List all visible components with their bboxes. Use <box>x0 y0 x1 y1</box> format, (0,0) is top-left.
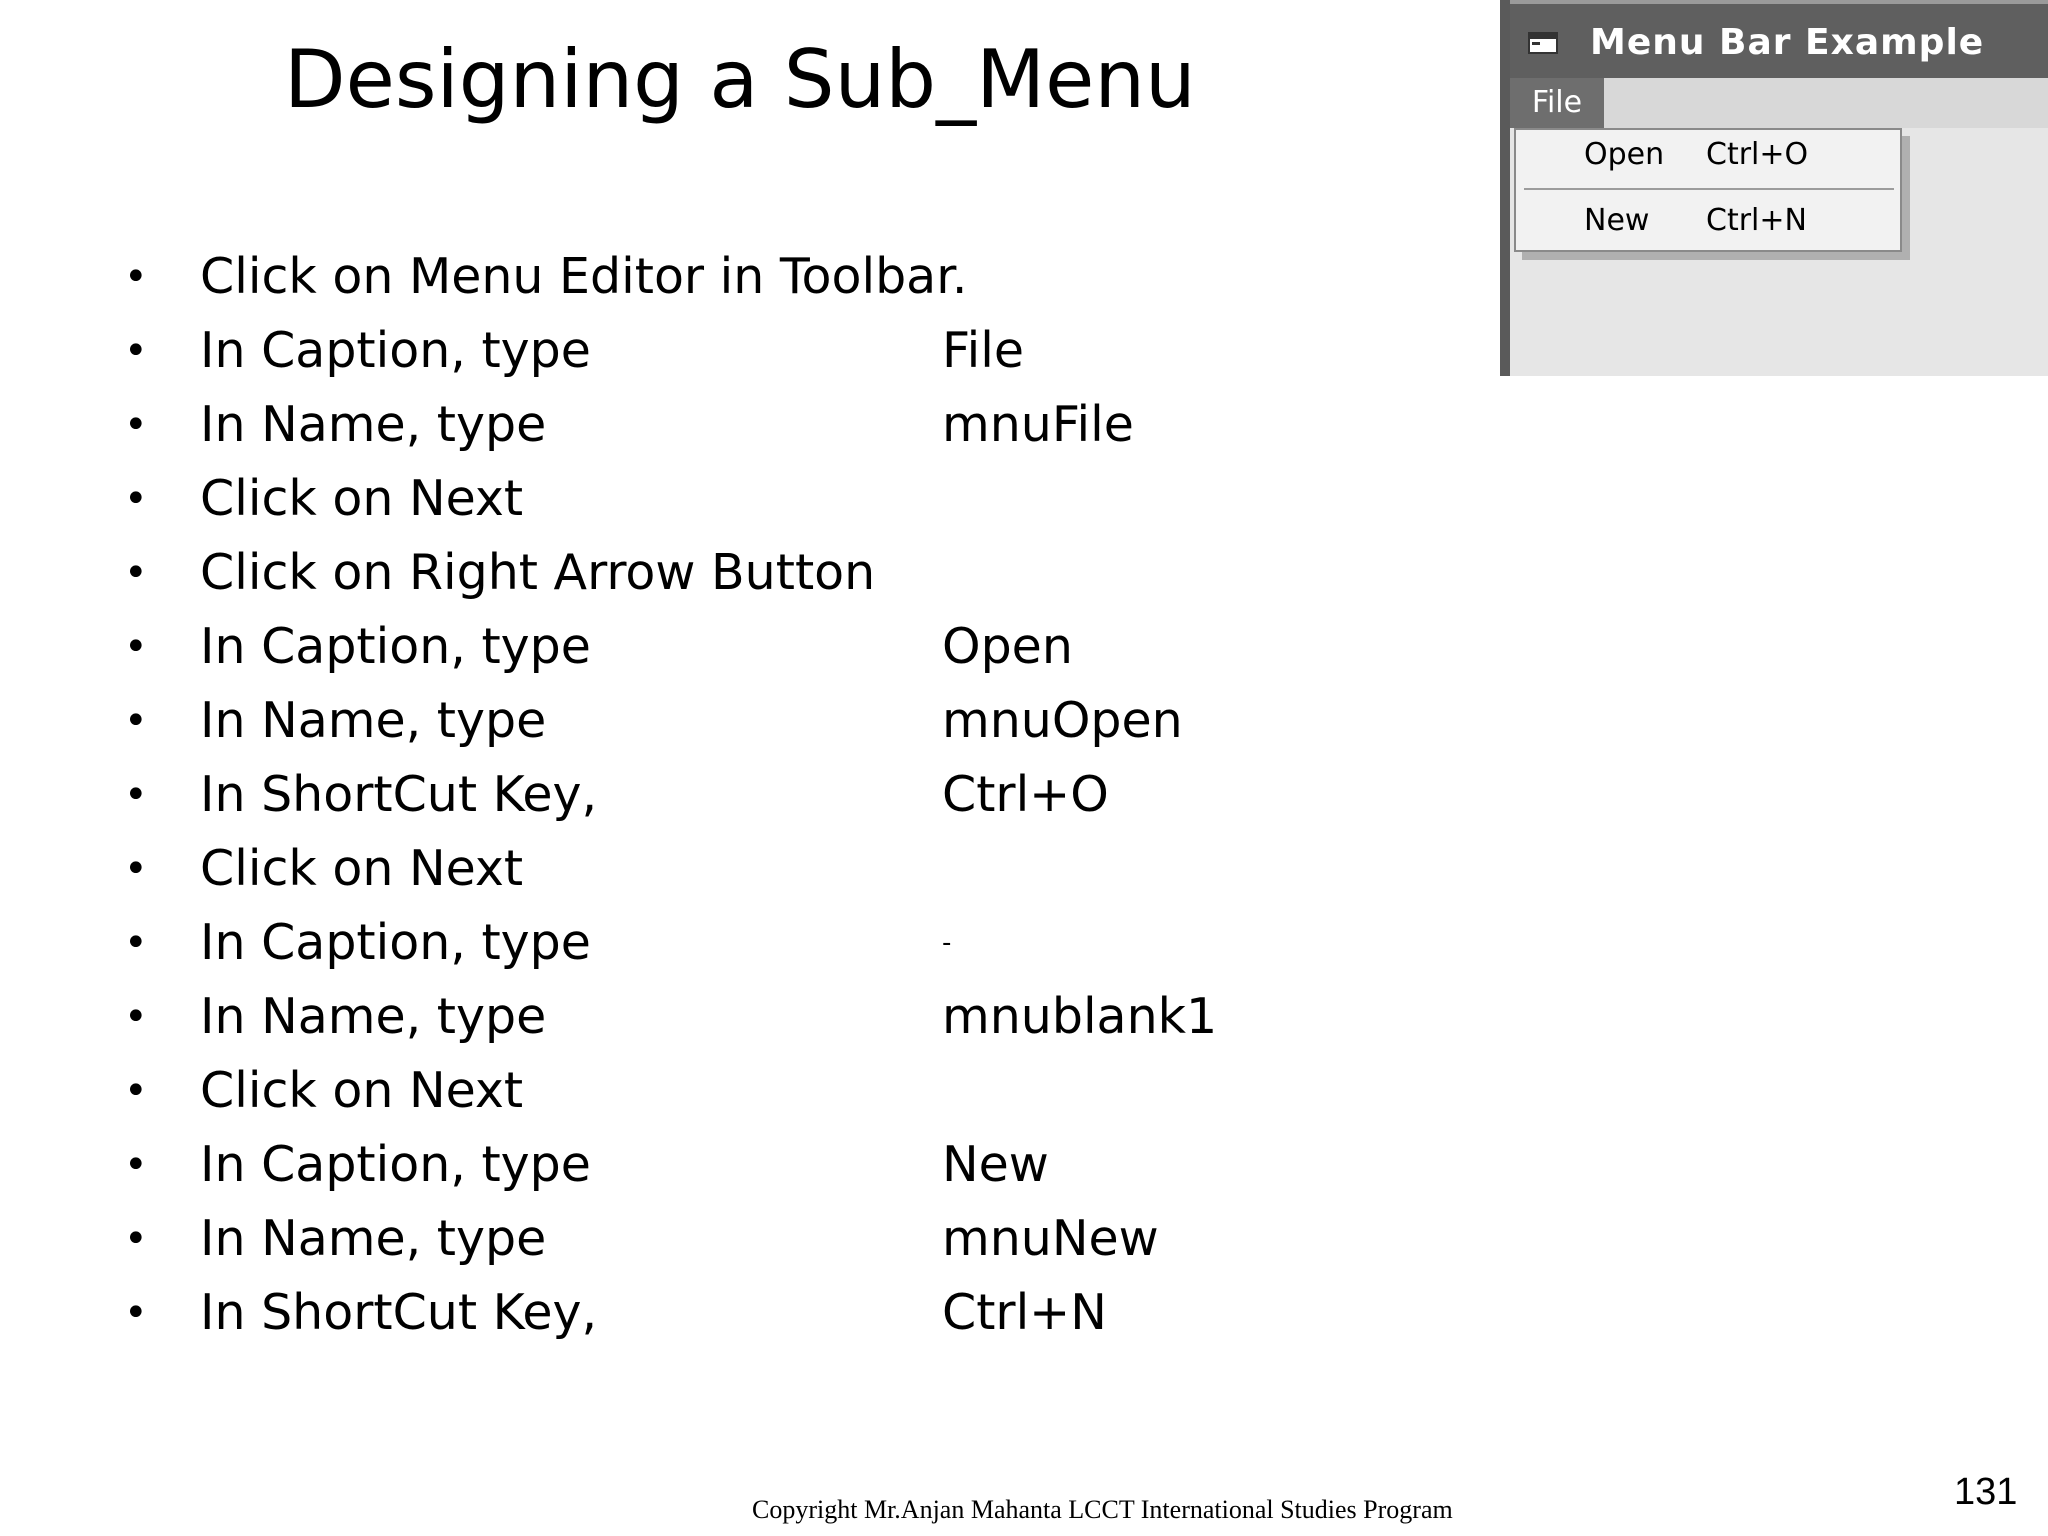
menu-file[interactable]: File <box>1510 78 1604 128</box>
bullet-icon: • <box>124 476 148 522</box>
step-text: Click on Right Arrow Button <box>200 544 876 601</box>
file-dropdown-menu <box>1514 128 1902 252</box>
bullet-icon: • <box>124 994 148 1040</box>
window-frame <box>1500 0 1510 376</box>
step-value: mnuNew <box>942 1210 1159 1267</box>
menu-item-label: New <box>1584 203 1650 238</box>
step-text: Click on Next <box>200 1062 524 1119</box>
menu-item-label: Open <box>1584 137 1665 172</box>
step-text: In Caption, type <box>200 618 591 675</box>
list-item <box>0 1054 1480 1128</box>
list-item <box>0 1276 1480 1350</box>
menu-item-shortcut: Ctrl+N <box>1706 203 1807 238</box>
step-text: In Name, type <box>200 988 547 1045</box>
step-value: - <box>942 928 952 958</box>
step-text: In Name, type <box>200 692 547 749</box>
step-text: In Name, type <box>200 396 547 453</box>
step-text: In Caption, type <box>200 914 591 971</box>
bullet-icon: • <box>124 254 148 300</box>
list-item <box>0 980 1480 1054</box>
step-value: File <box>942 322 1024 379</box>
step-text: In ShortCut Key, <box>200 1284 598 1341</box>
step-text: In ShortCut Key, <box>200 766 598 823</box>
bullet-icon: • <box>124 1290 148 1336</box>
bullet-icon: • <box>124 402 148 448</box>
list-item <box>0 610 1480 684</box>
step-value: Open <box>942 618 1073 675</box>
step-text: Click on Menu Editor in Toolbar. <box>200 248 968 305</box>
list-item <box>0 906 1480 980</box>
window-icon <box>1528 32 1558 54</box>
menu-item-shortcut: Ctrl+O <box>1706 137 1809 172</box>
step-value: mnuFile <box>942 396 1134 453</box>
list-item <box>0 832 1480 906</box>
list-item <box>0 758 1480 832</box>
step-text: In Name, type <box>200 1210 547 1267</box>
copyright-text: Copyright Mr.Anjan Mahanta LCCT International Studies Program <box>752 1495 1453 1524</box>
list-item <box>0 314 1480 388</box>
page-number: 131 <box>1954 1471 2018 1513</box>
bullet-icon: • <box>124 1142 148 1188</box>
menu-bar <box>1510 78 2048 128</box>
list-item <box>0 536 1480 610</box>
list-item <box>0 462 1480 536</box>
menu-item-new[interactable] <box>1516 196 1904 246</box>
window-title: Menu Bar Example <box>1590 22 1985 63</box>
bullet-icon: • <box>124 550 148 596</box>
bullet-icon: • <box>124 624 148 670</box>
bullet-icon: • <box>124 1216 148 1262</box>
step-value: mnublank1 <box>942 988 1218 1045</box>
bullet-icon: • <box>124 1068 148 1114</box>
list-item <box>0 388 1480 462</box>
step-text: Click on Next <box>200 840 524 897</box>
list-item <box>0 1202 1480 1276</box>
bullet-icon: • <box>124 772 148 818</box>
menu-item-open[interactable] <box>1516 130 1904 180</box>
list-item <box>0 1128 1480 1202</box>
bullet-icon: • <box>124 328 148 374</box>
bullet-icon: • <box>124 698 148 744</box>
step-text: In Caption, type <box>200 322 591 379</box>
bullet-icon: • <box>124 846 148 892</box>
step-text: Click on Next <box>200 470 524 527</box>
step-value: mnuOpen <box>942 692 1183 749</box>
window-titlebar[interactable] <box>1500 0 2048 78</box>
step-value: Ctrl+O <box>942 766 1109 823</box>
menu-separator <box>1524 188 1894 190</box>
step-value: Ctrl+N <box>942 1284 1107 1341</box>
step-value: New <box>942 1136 1049 1193</box>
list-item <box>0 684 1480 758</box>
menu-bar-example-window <box>1500 0 2048 376</box>
step-text: In Caption, type <box>200 1136 591 1193</box>
bullet-icon: • <box>124 920 148 966</box>
list-item <box>0 240 1480 314</box>
slide-title: Designing a Sub_Menu <box>284 33 1196 126</box>
